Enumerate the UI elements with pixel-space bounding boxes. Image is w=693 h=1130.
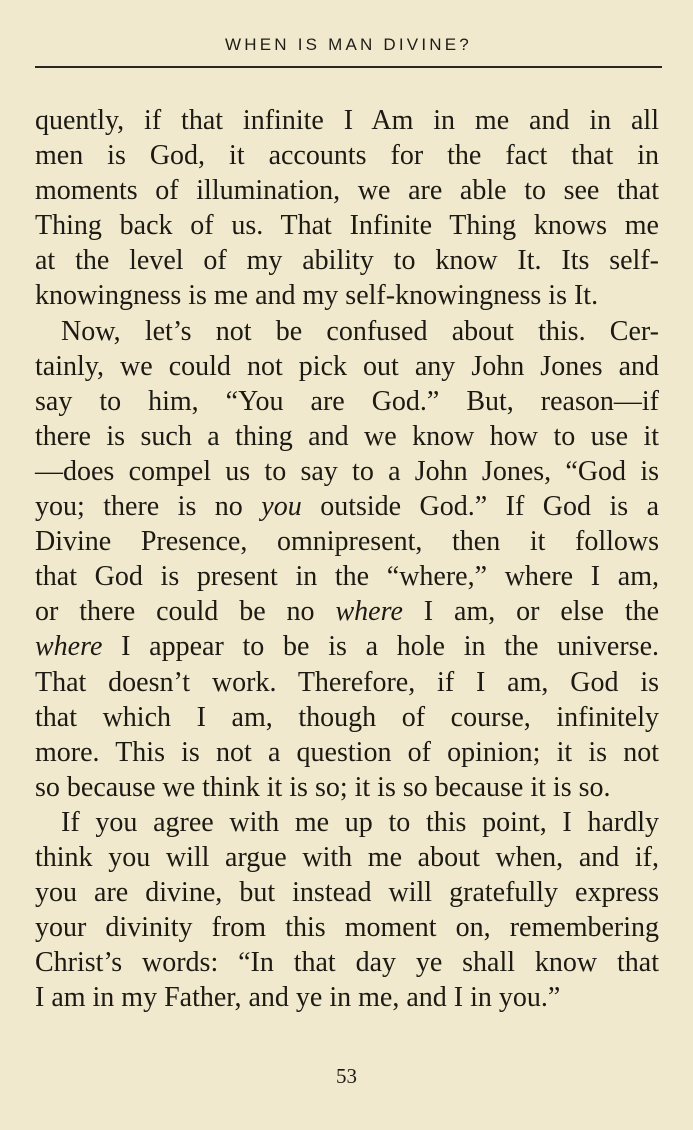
text-span: outside God.” If God is a — [320, 491, 660, 523]
text-line: tainly, we could not pick out any John Jones and — [35, 350, 659, 382]
text-line: quently, if that infinite I Am in me and in all — [35, 105, 659, 136]
text-span: or there could be no — [35, 596, 315, 628]
text-line — [35, 489, 659, 524]
text-line: Divine Presence, omnipresent, then it follows — [35, 526, 659, 558]
text-line: Christ’s words: “In that day ye shall know that — [35, 947, 659, 979]
emphasis-word: where — [35, 631, 103, 663]
text-span: you; there is no — [35, 491, 243, 523]
running-head: WHEN IS MAN DIVINE? — [225, 35, 472, 54]
text-line: your divinity from this moment on, remembering — [35, 912, 659, 944]
text-line: —does compel us to say to a John Jones, “God is — [35, 455, 659, 487]
text-line: more. This is not a question of opinion; it is not — [35, 736, 659, 768]
text-line: That doesn’t work. Therefore, if I am, God is — [35, 666, 659, 698]
text-line: you are divine, but instead will gratefully express — [35, 877, 659, 909]
text-line: so because we think it is so; it is so because it is so. — [35, 771, 611, 803]
header-rule — [35, 66, 662, 68]
text-line: Thing back of us. That Infinite Thing knows me — [35, 210, 659, 242]
emphasis-word: where — [335, 596, 403, 628]
text-line: at the level of my ability to know It. Its self- — [35, 245, 659, 277]
text-span: I am, or else the — [423, 596, 660, 628]
page-number: 53 — [336, 1064, 357, 1088]
text-line — [35, 629, 659, 664]
text-line: there is such a thing and we know how to use it — [35, 420, 659, 452]
text-line: say to him, “You are God.” But, reason—if — [35, 385, 659, 417]
text-line — [35, 594, 659, 629]
text-line: that God is present in the “where,” where I am, — [35, 561, 659, 593]
text-line: that which I am, though of course, infinitely — [35, 701, 659, 733]
text-line: If you agree with me up to this point, I hardly — [61, 806, 659, 838]
body-text — [35, 103, 659, 1015]
text-line: men is God, it accounts for the fact that in — [35, 140, 659, 172]
text-line: think you will argue with me about when, and if, — [35, 841, 659, 873]
text-line: moments of illumination, we are able to see that — [35, 175, 659, 207]
text-line: I am in my Father, and ye in me, and I in you.” — [35, 982, 561, 1014]
text-line: knowingness is me and my self-knowingness is It. — [35, 280, 599, 312]
text-line: Now, let’s not be confused about this. Cer- — [61, 315, 659, 347]
emphasis-word: you — [261, 491, 302, 523]
text-span: I appear to be is a hole in the universe. — [121, 631, 659, 663]
